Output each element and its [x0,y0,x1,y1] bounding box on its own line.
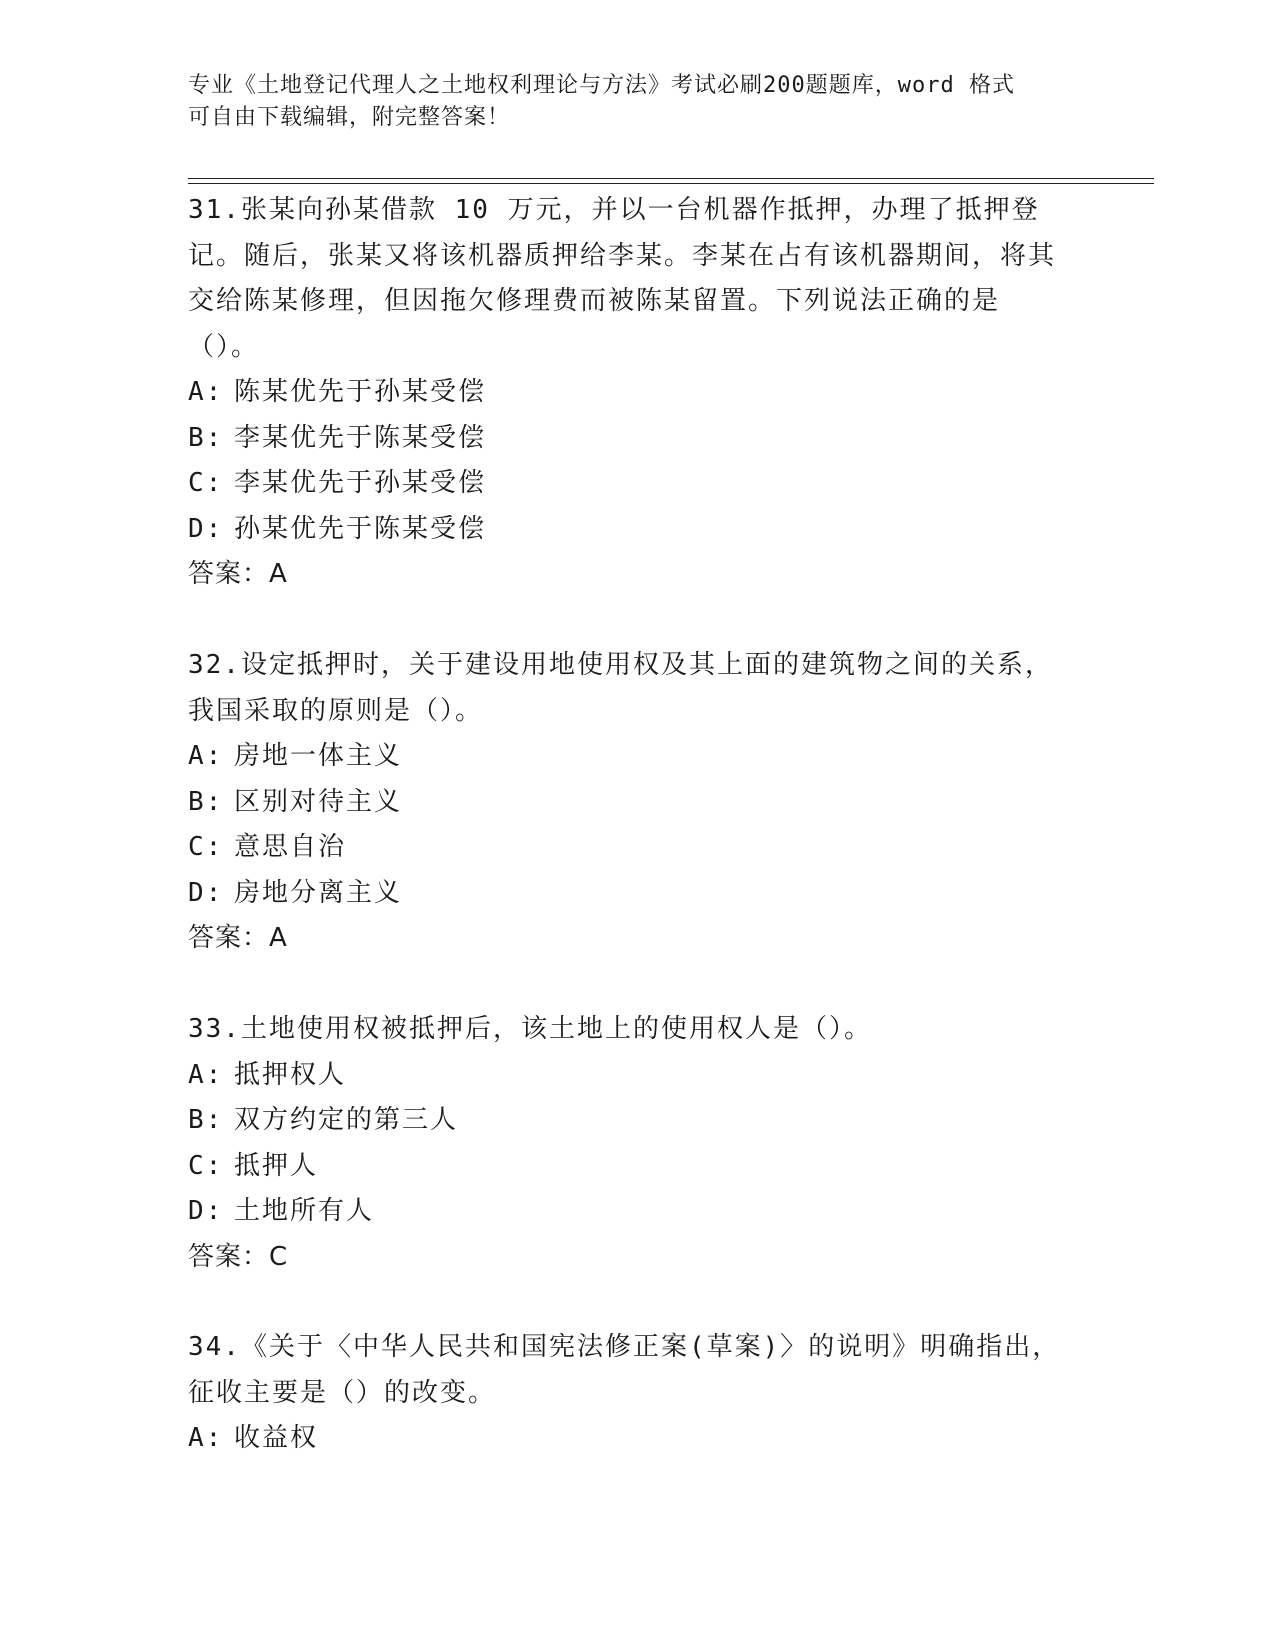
option-text: 李某优先于陈某受偿 [234,422,487,453]
option-letter: D: [188,877,224,908]
header-line-1: 专业《土地登记代理人之土地权利理论与方法》考试必刷200题题库，word 格式 [188,73,1015,98]
answer: 答案：A [188,559,288,589]
option-d [188,507,1068,553]
option-text: 意思自治 [234,832,347,862]
option-c [188,825,1068,871]
answer: 答案：A [188,923,288,953]
answer: 答案：C [188,1241,289,1272]
option-letter: B: [188,1105,224,1135]
option-text: 陈某优先于孙某受偿 [234,377,487,407]
question-text: 33.土地使用权被抵押后，该土地上的使用权人是（）。 [188,1014,872,1044]
question-32 [188,643,1068,962]
option-letter: C: [188,832,224,862]
option-letter: C: [188,468,224,498]
option-letter: A: [188,377,224,407]
option-letter: A: [188,1059,224,1090]
option-text: 房地分离主义 [234,877,403,908]
option-b [188,780,1068,826]
header-divider-bottom [188,183,1154,184]
option-letter: B: [188,422,224,453]
option-text: 土地所有人 [234,1196,375,1226]
option-text: 区别对待主义 [234,786,403,817]
option-text: 房地一体主义 [234,741,403,771]
option-d [188,871,1068,917]
question-text: 32.设定抵押时，关于建设用地使用权及其上面的建筑物之间的关系，我国采取的原则是（）。 [188,650,1053,726]
option-a [188,734,1068,780]
option-letter: B: [188,786,224,817]
option-letter: A: [188,741,224,771]
option-text: 双方约定的第三人 [234,1105,459,1135]
option-a [188,1416,1068,1462]
option-text: 孙某优先于陈某受偿 [234,513,487,544]
option-letter: A: [188,1423,224,1453]
option-text: 收益权 [234,1423,319,1453]
option-c [188,1144,1068,1190]
option-a [188,370,1068,416]
option-a [188,1053,1068,1099]
question-text: 34.《关于〈中华人民共和国宪法修正案(草案)〉的说明》明确指出，征收主要是（）的改变。 [188,1332,1061,1408]
header-divider-top [188,178,1154,179]
document-header [188,70,1068,134]
header-line-2: 可自由下载编辑，附完整答案！ [188,105,511,130]
option-d [188,1189,1068,1235]
option-b [188,1098,1068,1144]
question-34 [188,1325,1068,1462]
option-c [188,461,1068,507]
option-letter: D: [188,513,224,544]
option-letter: D: [188,1196,224,1226]
option-text: 抵押人 [234,1150,319,1181]
question-33 [188,1007,1068,1280]
option-text: 抵押权人 [234,1059,347,1090]
option-text: 李某优先于孙某受偿 [234,468,487,498]
option-b [188,416,1068,462]
question-text: 31.张某向孙某借款 10 万元，并以一台机器作抵押，办理了抵押登记。随后，张某又将该机器质押给李某。李某在占有该机器期间，将其交给陈某修理，但因拖欠修理费而被陈某留置。下列说法正确的是（）。 [188,195,1057,362]
question-31 [188,188,1068,598]
option-letter: C: [188,1150,224,1181]
